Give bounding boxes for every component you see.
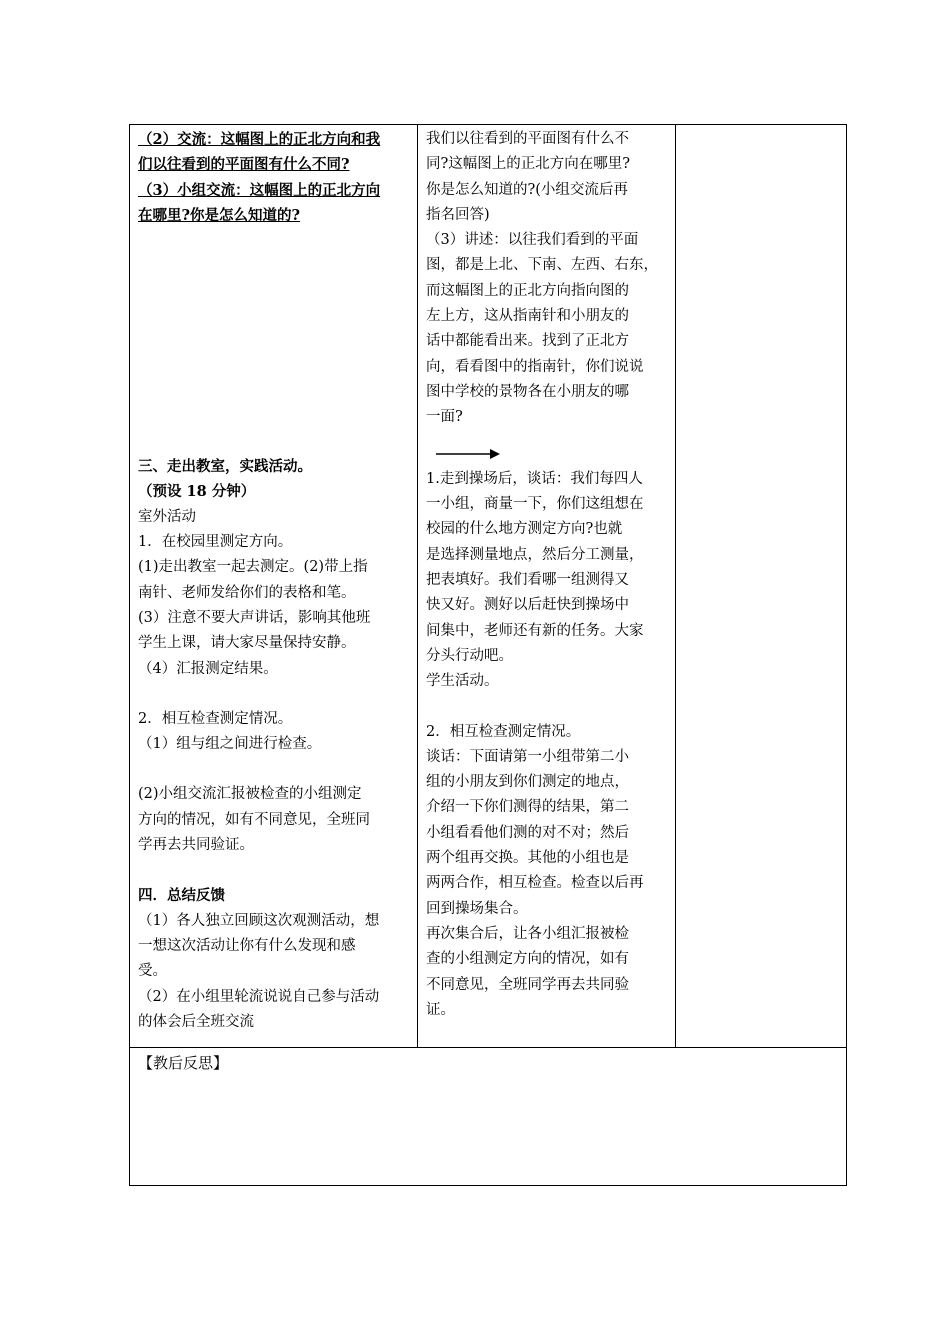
text-line: 图，都是上北、下南、左西、右东，: [426, 257, 658, 274]
text-line: 把表填好。我们看哪一组测得又: [426, 572, 629, 589]
text-line: 小组看看他们测的对不对；然后: [426, 824, 629, 841]
text-line: 学再去共同验证。: [138, 837, 254, 854]
column-divider-2: [675, 125, 676, 1047]
text-line: 组的小朋友到你们测定的地点，: [426, 774, 629, 791]
text-line: 受。: [138, 963, 167, 980]
text-line: 而这幅图上的正北方向指向图的: [426, 282, 629, 299]
section-title: 三、走出教室，实践活动。: [138, 458, 312, 476]
spacer: [138, 682, 413, 707]
text-line: 南针、老师发给你们的表格和笔。: [138, 584, 356, 601]
text-line: 1．在校园里测定方向。: [138, 534, 293, 551]
text-line: 方向的情况，如有不同意见，全班同: [138, 811, 370, 828]
teacher-activity-column: [138, 127, 413, 1035]
text-line: 2．相互检查测定情况。: [138, 710, 293, 727]
text-line: 间集中，老师还有新的任务。大家: [426, 622, 644, 639]
text-line: （2）交流：这幅图上的正北方向和我: [138, 131, 381, 148]
text-line: (1)走出教室一起去测定。(2)带上指: [138, 559, 368, 576]
text-line: 指名回答): [426, 206, 490, 223]
spacer: [426, 431, 671, 442]
text-line: 再次集合后，让各小组汇报被检: [426, 925, 629, 942]
text-line: （1）组与组之间进行检查。: [138, 736, 322, 753]
text-line: 2．相互检查测定情况。: [426, 723, 581, 740]
text-line: 分头行动吧。: [426, 647, 513, 664]
text-line: 室外活动: [138, 508, 196, 525]
text-line: （3）小组交流：这幅图上的正北方向: [138, 181, 381, 199]
text-line: 我们以往看到的平面图有什么不: [426, 131, 629, 147]
spacer: [138, 228, 413, 454]
text-line: 学生活动。: [426, 673, 499, 690]
text-line: 学生上课，请大家尽量保持安静。: [138, 635, 356, 652]
text-line: 1.走到操场后，谈话：我们每四人: [426, 470, 643, 487]
text-line: 你是怎么知道的?(小组交流后再: [426, 181, 628, 198]
text-line: 话中都能看出来。找到了正北方: [426, 333, 629, 350]
text-line: （3）讲述：以往我们看到的平面: [426, 232, 639, 249]
column-divider-1: [417, 125, 418, 1047]
text-line: （4）汇报测定结果。: [138, 660, 278, 677]
text-line: 一小组，商量一下，你们这组想在: [426, 496, 644, 513]
text-line: 查的小组测定方向的情况，如有: [426, 951, 629, 968]
text-line: 两两合作，相互检查。检查以后再: [426, 875, 644, 892]
text-line: 校园的什么地方测定方向?也就: [426, 521, 623, 538]
text-line: 一面?: [426, 409, 463, 426]
text-line: （1）各人独立回顾这次观测活动，想: [138, 912, 380, 929]
text-line: 在哪里?你是怎么知道的?: [138, 206, 300, 224]
lesson-table: [129, 124, 847, 1186]
section-time: （预设 18 分钟）: [138, 483, 256, 501]
text-line: 一想这次活动让你有什么发现和感: [138, 937, 356, 954]
text-line: 们以往看到的平面图有什么不同?: [138, 156, 350, 174]
arrow-icon: [426, 442, 671, 467]
student-activity-column: [426, 127, 671, 1023]
text-line: 谈话：下面请第一小组带第二小: [426, 748, 629, 765]
text-line: （2）在小组里轮流说说自己参与活动: [138, 988, 380, 1005]
text-line: (3）注意不要大声讲话，影响其他班: [138, 609, 371, 626]
text-line: 不同意见，全班同学再去共同验: [426, 976, 629, 993]
section-title: 四．总结反馈: [138, 887, 225, 905]
spacer: [138, 757, 413, 782]
text-line: 同?这幅图上的正北方向在哪里?: [426, 156, 631, 173]
text-line: 两个组再交换。其他的小组也是: [426, 850, 629, 867]
text-line: 证。: [426, 1001, 455, 1018]
text-line: 快又好。测好以后赶快到操场中: [426, 597, 629, 614]
text-line: 回到操场集合。: [426, 900, 528, 917]
text-line: 介绍一下你们测得的结果，第二: [426, 799, 629, 816]
text-line: 的体会后全班交流: [138, 1013, 254, 1030]
text-line: 是选择测量地点，然后分工测量，: [426, 546, 644, 563]
text-line: 向，看看图中的指南针，你们说说: [426, 358, 644, 375]
row-divider: [130, 1047, 846, 1048]
text-line: (2)小组交流汇报被检查的小组测定: [138, 786, 362, 803]
spacer: [138, 858, 413, 883]
spacer: [426, 695, 671, 720]
text-line: 左上方，这从指南针和小朋友的: [426, 308, 629, 325]
text-line: 图中学校的景物各在小朋友的哪: [426, 383, 629, 400]
reflection-title: 【教后反思】: [138, 1054, 229, 1072]
